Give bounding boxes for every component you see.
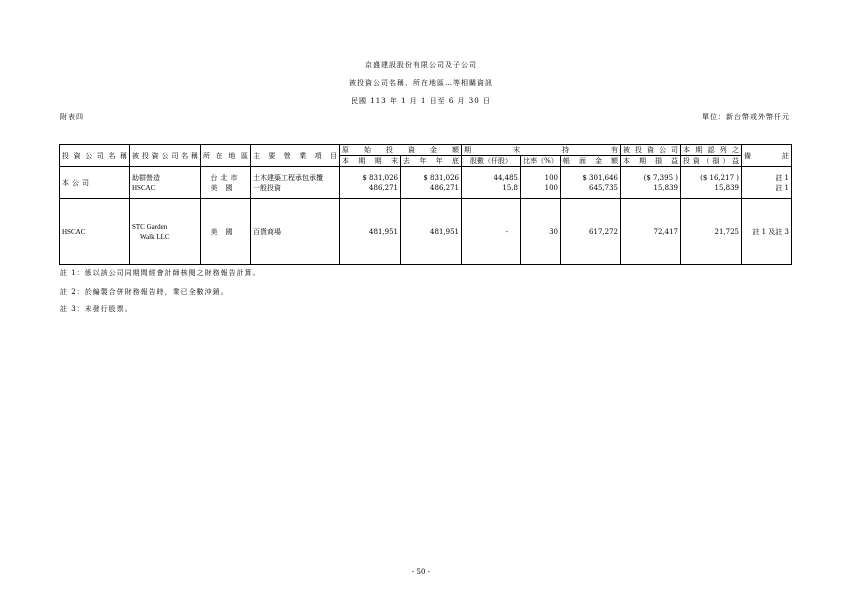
cell-investee-pl: ($ 7,395 ) 15,839	[621, 167, 681, 199]
cell-recognized: 21,725	[681, 199, 742, 265]
header-investee-pl-bottom: 本期損益	[621, 156, 681, 167]
unit-label: 單位：新台幣或外幣仟元	[702, 113, 790, 121]
cell-investor: 本公司	[60, 167, 130, 199]
header-remarks: 備註	[742, 145, 792, 167]
cell-remarks: 註 1 註 1	[742, 167, 792, 199]
header-investee: 被投資公司名稱	[130, 145, 201, 167]
header-recognized-bottom: 投資（損）益	[681, 156, 742, 167]
header-orig-last: 去年年底	[401, 156, 462, 167]
header-shares: 股數（仟股）	[462, 156, 521, 167]
cell-investor: HSCAC	[60, 199, 130, 265]
header-location: 所在地區	[201, 145, 251, 167]
cell-business: 百貨商場	[251, 199, 340, 265]
company-name: 京盛建設股份有限公司及子公司	[365, 61, 477, 69]
header-original-amount: 原始投資金額	[340, 145, 462, 156]
header-orig-current: 本期期末	[340, 156, 401, 167]
header-period-end-holding: 期末持有	[462, 145, 621, 156]
note-3: 註 3：未發行股票。	[60, 305, 133, 313]
cell-investee: STC Garden Walk LLC	[130, 199, 201, 265]
cell-location: 台北市 美國	[201, 167, 251, 199]
cell-location: 美國	[201, 199, 251, 265]
cell-business: 土木建築工程承包承攬 一般投資	[251, 167, 340, 199]
appendix-label: 附表四	[60, 113, 84, 121]
report-period: 民國 113 年 1 月 1 日至 6 月 30 日	[351, 97, 491, 105]
cell-orig-current: 481,951	[340, 199, 401, 265]
header-business: 主要營業項目	[251, 145, 340, 167]
header-investor: 投資公司名稱	[60, 145, 130, 167]
cell-ratio: 100 100	[521, 167, 561, 199]
cell-orig-current: $ 831,026 486,271	[340, 167, 401, 199]
cell-shares: 44,485 15.8	[462, 167, 521, 199]
header-recognized-top: 本期認列之	[681, 145, 742, 156]
cell-book-value: 617,272	[561, 199, 621, 265]
table-row	[60, 167, 792, 199]
note-2: 註 2：於編製合併財務報告時，業已全數沖銷。	[60, 288, 229, 296]
cell-investee-pl: 72,417	[621, 199, 681, 265]
page-number: - 50 -	[411, 568, 431, 576]
cell-investee: 助群營造 HSCAC	[130, 167, 201, 199]
cell-recognized: ($ 16,217 ) 15,839	[681, 167, 742, 199]
note-1: 註 1：係以該公司同期間經會計師核閱之財務報告計算。	[60, 269, 261, 277]
table-row	[60, 199, 792, 265]
investee-table	[59, 144, 792, 265]
cell-orig-last: 481,951	[401, 199, 462, 265]
cell-book-value: $ 301,646 645,735	[561, 167, 621, 199]
cell-ratio: 30	[521, 199, 561, 265]
cell-orig-last: $ 831,026 486,271	[401, 167, 462, 199]
cell-shares: -	[462, 199, 521, 265]
header-investee-pl-top: 被投資公司	[621, 145, 681, 156]
header-book-value: 帳面金額	[561, 156, 621, 167]
report-title: 被投資公司名稱、所在地區…等相關資訊	[349, 79, 493, 87]
cell-remarks: 註 1 及註 3	[742, 199, 792, 265]
header-ratio: 比率（%）	[521, 156, 561, 167]
